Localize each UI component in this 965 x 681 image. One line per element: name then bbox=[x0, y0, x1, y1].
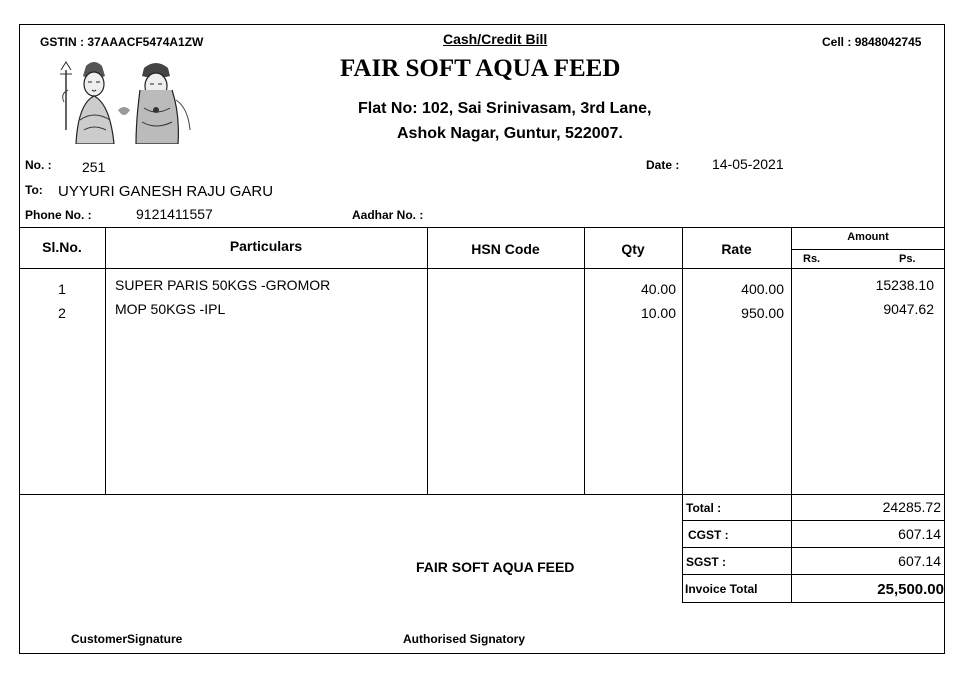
cell-value: 9848042745 bbox=[854, 35, 922, 49]
cgst-label: CGST : bbox=[688, 528, 729, 542]
header-ps: Ps. bbox=[899, 253, 916, 265]
row-rate: 950.00 bbox=[741, 305, 784, 321]
amount-subheader-rule bbox=[791, 249, 945, 250]
address-line-2: Ashok Nagar, Guntur, 522007. bbox=[397, 125, 623, 142]
gstin-value: 37AAACF5474A1ZW bbox=[87, 35, 204, 49]
row-particulars: MOP 50KGS -IPL bbox=[115, 301, 226, 317]
phone-number: 9121411557 bbox=[136, 206, 213, 222]
invoice-total-value: 25,500.00 bbox=[877, 581, 944, 598]
bill-type: Cash/Credit Bill bbox=[443, 31, 548, 47]
date-label: Date : bbox=[646, 158, 680, 172]
row-amount: 9047.62 bbox=[883, 301, 934, 317]
sgst-label: SGST : bbox=[686, 555, 727, 569]
bill-no-label: No. : bbox=[25, 158, 52, 172]
col-divider-2 bbox=[427, 227, 428, 494]
shop-name: FAIR SOFT AQUA FEED bbox=[340, 55, 621, 82]
header-slno: Sl.No. bbox=[42, 239, 82, 255]
aadhar-label: Aadhar No. : bbox=[352, 208, 424, 222]
customer-name: UYYURI GANESH RAJU GARU bbox=[58, 183, 274, 200]
col-divider-1 bbox=[105, 227, 106, 494]
total-value: 24285.72 bbox=[882, 499, 941, 515]
col-divider-3 bbox=[584, 227, 585, 494]
row-slno: 1 bbox=[58, 281, 66, 297]
cgst-value: 607.14 bbox=[898, 526, 941, 542]
table-header-rule bbox=[19, 268, 945, 269]
cell-number bbox=[822, 35, 921, 49]
header-rs: Rs. bbox=[803, 253, 821, 265]
footer-shop-name: FAIR SOFT AQUA FEED bbox=[416, 559, 575, 575]
totals-rule-4 bbox=[682, 602, 945, 603]
total-label: Total : bbox=[686, 501, 722, 515]
table-top-rule bbox=[19, 227, 945, 228]
totals-rule-3 bbox=[682, 574, 945, 575]
deity-portrait-icon bbox=[58, 60, 200, 144]
customer-signature: CustomerSignature bbox=[71, 632, 183, 646]
phone-label: Phone No. : bbox=[25, 208, 92, 222]
header-qty: Qty bbox=[621, 241, 645, 257]
row-particulars: SUPER PARIS 50KGS -GROMOR bbox=[115, 277, 331, 293]
header-rate: Rate bbox=[721, 241, 752, 257]
table-bottom-rule bbox=[19, 494, 945, 495]
row-rate: 400.00 bbox=[741, 281, 784, 297]
row-qty: 10.00 bbox=[640, 305, 676, 321]
authorised-signatory: Authorised Signatory bbox=[403, 632, 526, 646]
header-hsn: HSN Code bbox=[471, 241, 540, 257]
invoice-total-label: Invoice Total bbox=[685, 582, 758, 596]
sgst-value: 607.14 bbox=[898, 553, 941, 569]
to-label: To: bbox=[25, 183, 43, 197]
bill-no: 251 bbox=[82, 159, 106, 175]
row-slno: 2 bbox=[58, 305, 66, 321]
row-qty: 40.00 bbox=[640, 281, 676, 297]
row-amount: 15238.10 bbox=[875, 277, 934, 293]
cell-label: Cell : bbox=[822, 35, 852, 49]
gstin-label: GSTIN : bbox=[40, 35, 84, 49]
header-particulars: Particulars bbox=[229, 238, 303, 254]
totals-rule-1 bbox=[682, 520, 945, 521]
address-line-1: Flat No: 102, Sai Srinivasam, 3rd Lane, bbox=[358, 100, 652, 117]
gstin bbox=[40, 35, 203, 49]
bill-date: 14-05-2021 bbox=[712, 156, 784, 172]
header-amount: Amount bbox=[847, 231, 889, 243]
totals-rule-2 bbox=[682, 547, 945, 548]
